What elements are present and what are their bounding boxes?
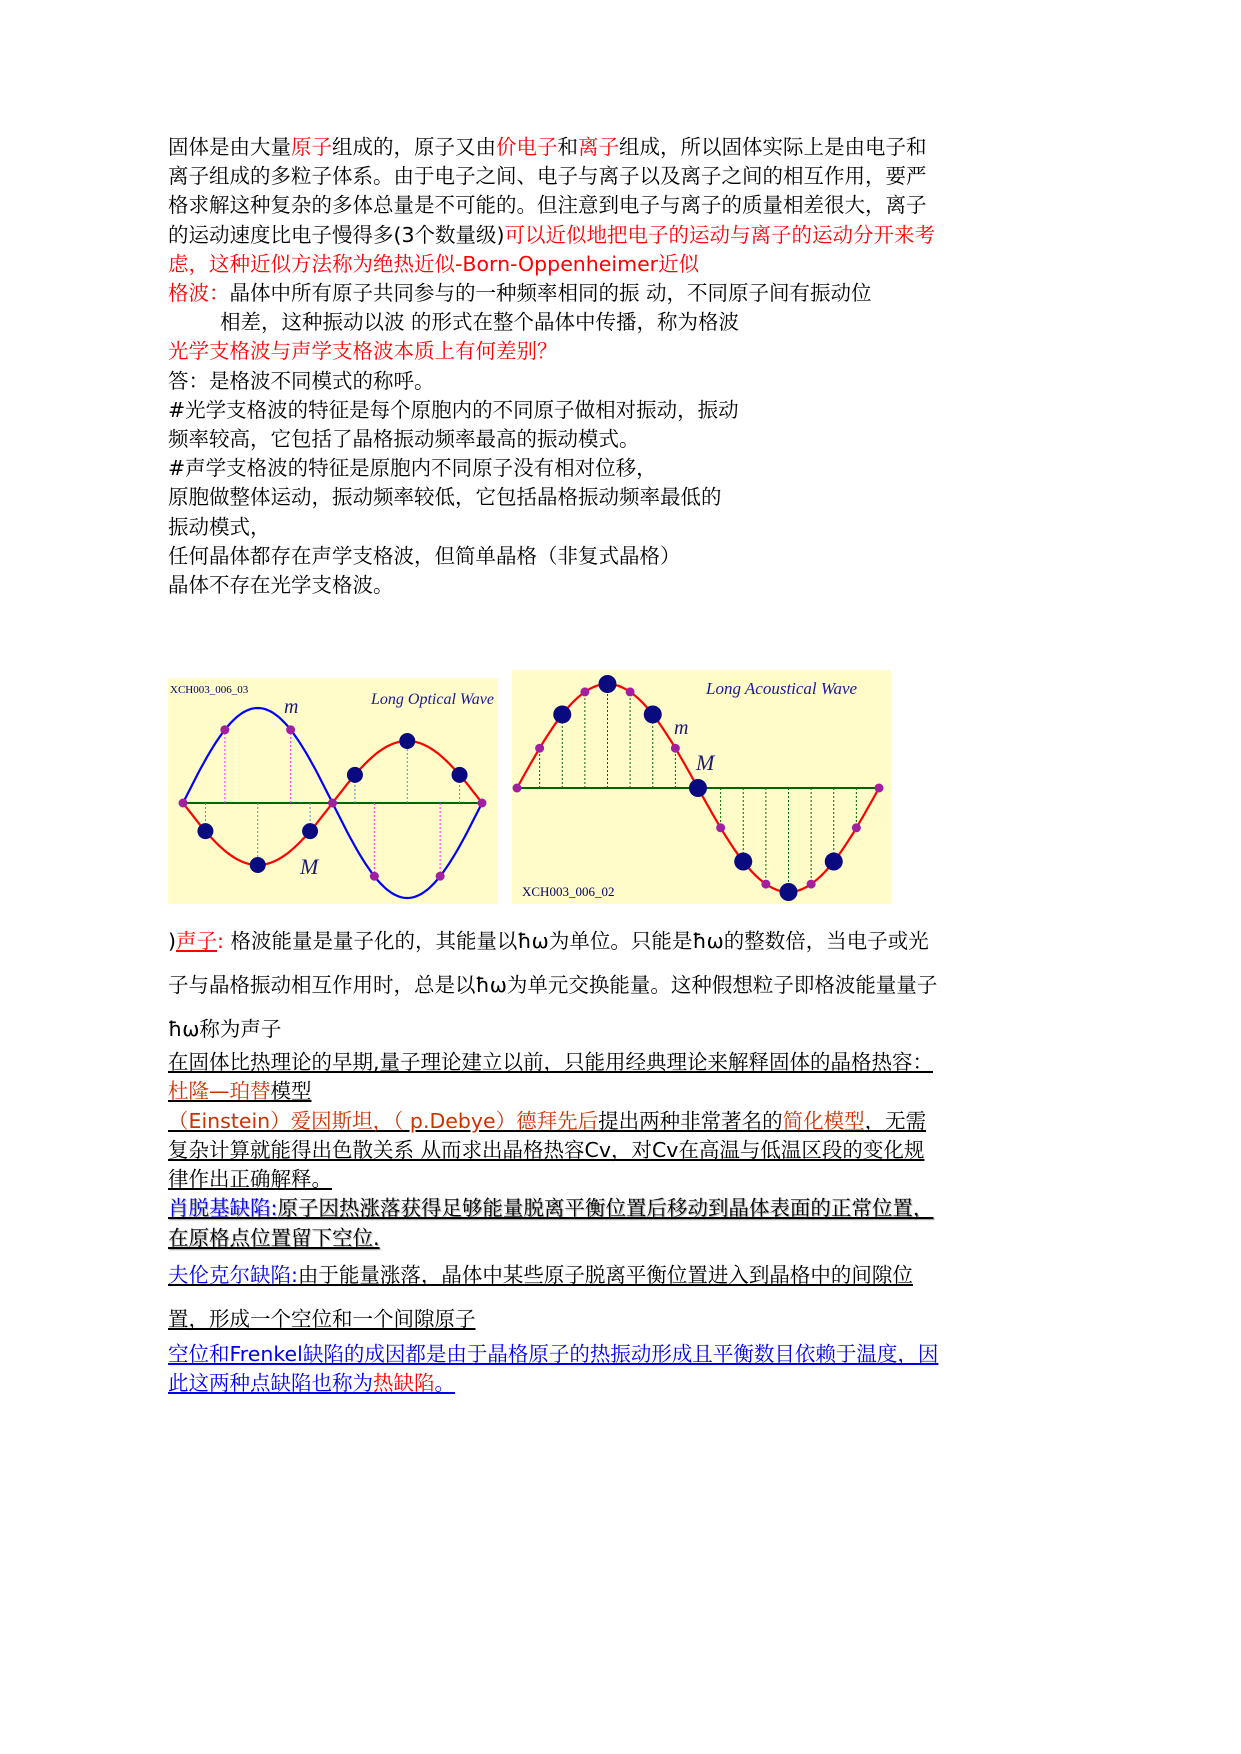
heat-capacity-section [168,1048,944,1253]
light-atom [671,744,680,753]
acoustic-wave-figure [512,670,891,904]
thermal-defect-paragraph: 空位和Frenkel缺陷的成因都是由于晶格原子的热振动形成且平衡数目依赖于温度，因此这两种点缺陷也称为热缺陷。 [168,1342,939,1396]
intro-paragraph: 固体是由大量原子组成的，原子又由价电子和离子组成，所以固体实际上是由电子和离子组成的多粒子体系。由于电子之间、电子与离子以及离子之间的相互作用，要严格求解这种复杂的多体总量是不可能的。但注意到电子与离子的质量相差很大，离子的运动速度比电子慢得多(3个数量级)可以近似地把电子的运动与离子的运动分开来考虑，这种近似方法称为绝热近似-Born-Oppenheimer近似 [168,135,936,276]
mass-label-M: M [300,854,319,879]
heavy-atom [302,823,318,839]
frenkel-defect: 夫伦克尔缺陷:由于能量涨落，晶体中某些原子脱离平衡位置进入到晶格中的间隙位置，形成一个空位和一个间隙原子 [168,1263,913,1331]
heavy-atom [553,705,571,723]
figure-title: Long Acoustical Wave [706,679,858,698]
figure-title: Long Optical Wave [371,691,494,708]
heat-capacity-paragraph: 在固体比热理论的早期,量子理论建立以前，只能用经典理论来解释固体的晶格热容：杜隆—珀替模型 [168,1050,934,1104]
light-atom [478,799,487,808]
answer-line: 原胞做整体运动，振动频率较低，它包括晶格振动频率最低的 [168,485,722,510]
mass-label-m: m [284,696,299,718]
light-atom [626,687,635,696]
heavy-atom [825,853,843,871]
light-atom [852,823,861,832]
light-atom [328,799,337,808]
light-atom [535,744,544,753]
question: 光学支格波与声学支格波本质上有何差别？ [168,339,558,364]
light-atom [716,823,725,832]
thermal-defect-section [168,1340,944,1399]
heavy-atom [250,857,266,873]
answer-line: 振动模式， [168,514,271,539]
frenkel-section [168,1253,944,1341]
born-oppenheimer-text: 可以近似地把电子的运动与离子的运动分开来考虑，这种近似方法称为绝热近似-Born-Oppenheimer近似 [168,222,936,276]
heavy-atom [780,883,798,901]
figure-code: XCH003_006_03 [170,684,249,696]
light-atom [179,799,188,808]
heavy-atom [197,823,213,839]
mass-label-M: M [696,750,715,775]
light-atom [286,725,295,734]
term-atom: 原子 [291,135,332,159]
light-atom [220,725,229,734]
term-phonon: 声子 [176,929,217,953]
dulong-petit-term: 杜隆—珀替 [168,1079,271,1104]
models-paragraph: （Einstein）爱因斯坦，（ p.Debye）德拜先后提出两种非常著名的简化模型，无需复杂计算就能得出色散关系 从而求出晶格热容Cv，对Cv在高温与低温区段的变化规律作出正确解释。 [168,1108,927,1192]
lattice-wave-definition: 格波：晶体中所有原子共同参与的一种频率相同的振 动，不同原子间有振动位 [168,281,872,306]
answer-line: #声学支格波的特征是原胞内不同原子没有相对位移， [168,456,657,481]
term-ion: 离子 [578,135,619,159]
answer-line: 频率较高，它包括了晶格振动频率最高的振动模式。 [168,427,640,452]
heavy-atom [347,767,363,783]
answer-line: 任何晶体都存在声学支格波，但简单晶格（非复式晶格） [168,543,681,568]
light-atom [580,687,589,696]
intro-section [168,133,944,600]
light-atom [761,880,770,889]
answer-line: #光学支格波的特征是每个原胞内的不同原子做相对振动，振动 [168,397,739,422]
figure-code: XCH003_006_02 [522,884,615,899]
answer-line: 答：是格波不同模式的称呼。 [168,368,435,393]
optical-wave-figure [168,678,498,904]
heavy-atom [644,705,662,723]
light-atom [370,872,379,881]
lattice-wave-definition-cont: 相差，这种振动以波 的形式在整个晶体中传播，称为格波 [220,310,740,335]
term-valence-electron: 价电子 [496,135,558,159]
heavy-atom [452,767,468,783]
phonon-paragraph: )声子: 格波能量是量子化的，其能量以ħω为单位。只能是ħω的整数倍，当电子或光子与晶格振动相互作用时，总是以ħω为单元交换能量。这种假想粒子即格波能量量子ħω称为声子 [168,929,938,1041]
mass-label-m: m [674,717,689,739]
light-atom [807,880,816,889]
answer-line: 晶体不存在光学支格波。 [168,573,394,598]
heavy-atom [599,675,617,693]
heavy-atom [875,784,884,793]
heavy-atom [689,779,707,797]
schottky-defect: 肖脱基缺陷:原子因热涨落获得足够能量脱离平衡位置后移动到晶体表面的正常位置，在原格点位置留下空位. [168,1196,934,1250]
light-atom [436,872,445,881]
phonon-section [168,919,944,1051]
heavy-atom [513,784,522,793]
heavy-atom [734,853,752,871]
heavy-atom [399,733,415,749]
